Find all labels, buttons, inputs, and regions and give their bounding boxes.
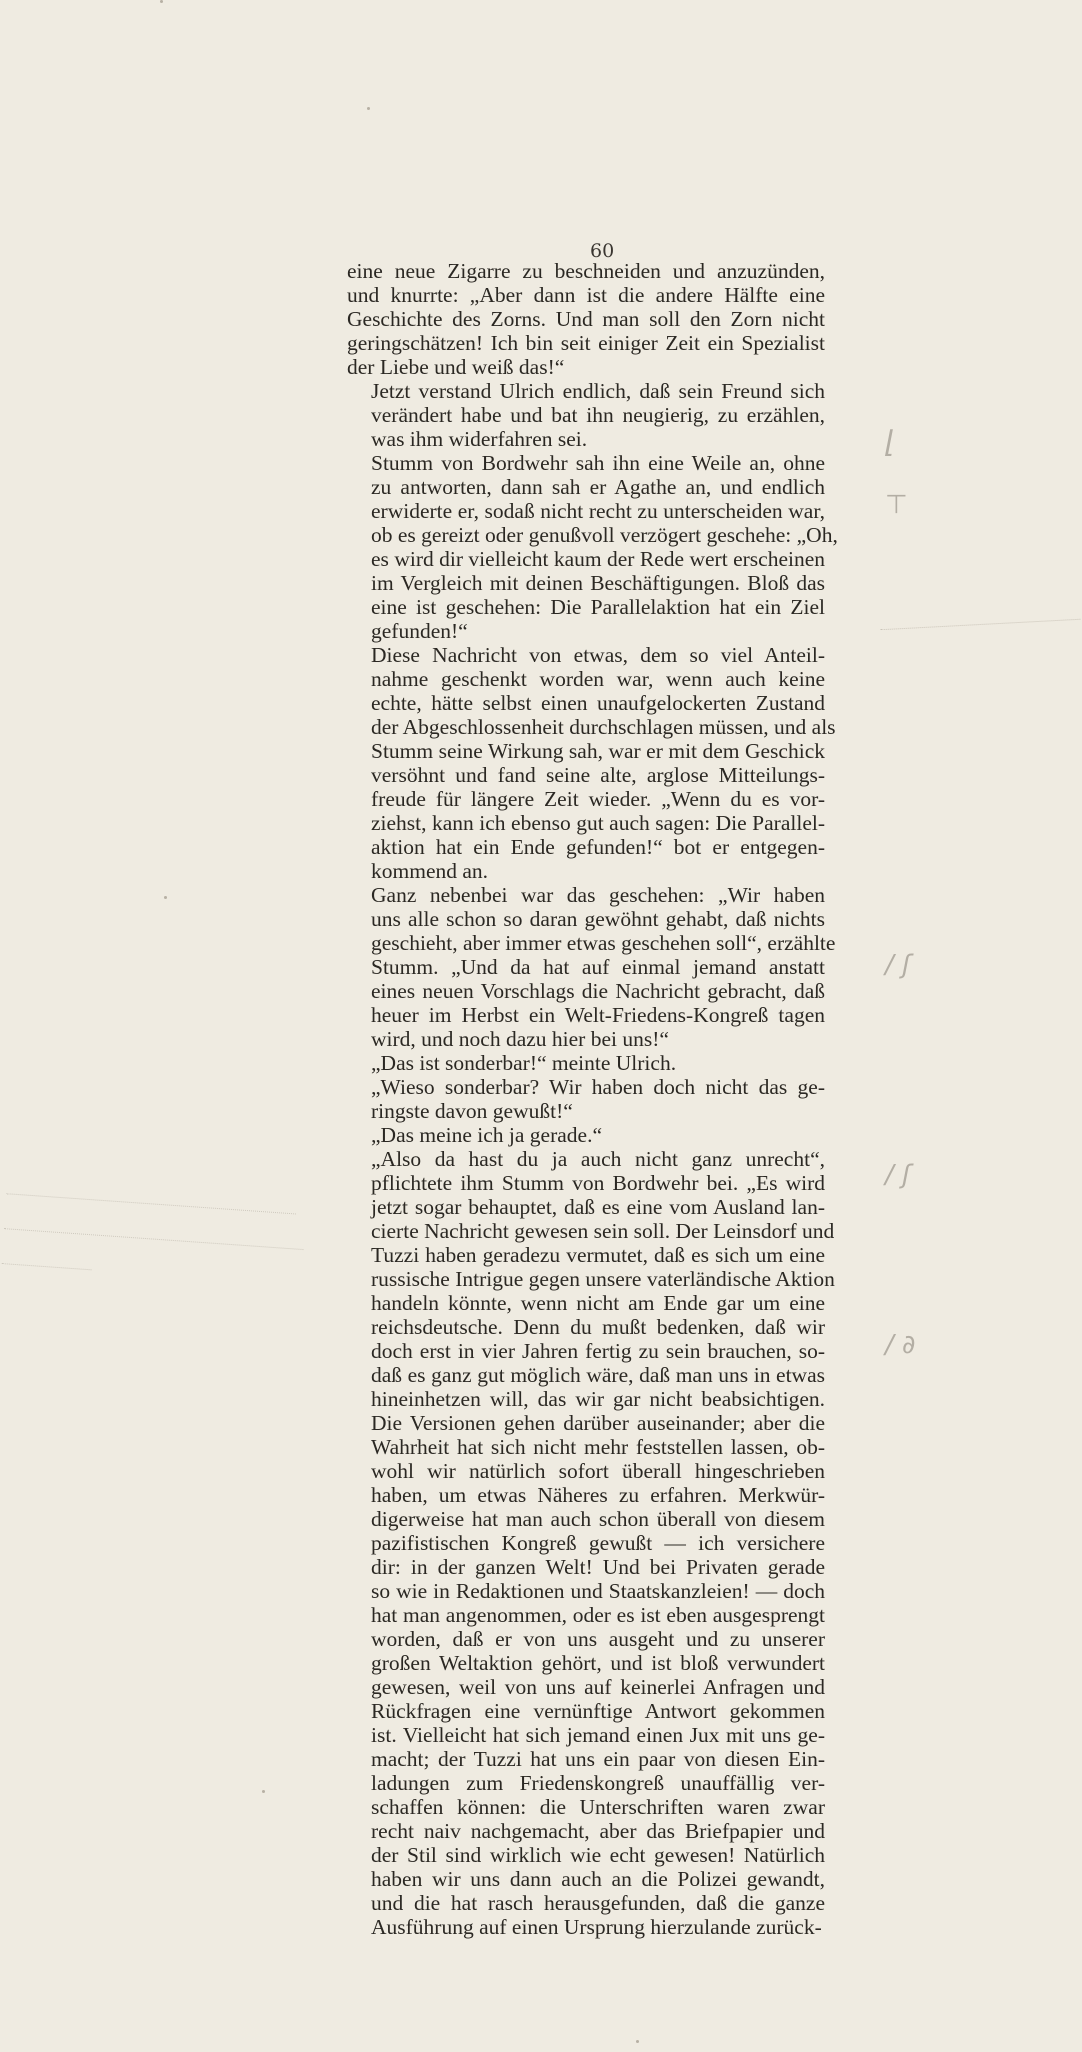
text-line: Stumm. „Und da hat auf einmal jemand anstatt [371, 955, 825, 979]
text-line: freude für längere Zeit wieder. „Wenn du es vor- [371, 787, 825, 811]
text-line: gefunden!“ [371, 619, 468, 643]
text-line: cierte Nachricht gewesen sein soll. Der Leinsdorf und [371, 1219, 835, 1243]
text-line: kommend an. [371, 859, 489, 883]
paper-speck [164, 896, 167, 899]
text-line: und die hat rasch herausgefunden, daß die ganze [371, 1891, 825, 1915]
text-line: reichsdeutsche. Denn du mußt bedenken, daß wir [371, 1315, 825, 1339]
text-line: ziehst, kann ich ebenso gut auch sagen: Die Parallel- [371, 811, 825, 835]
text-line: im Vergleich mit deinen Beschäftigungen. Bloß das [371, 571, 825, 595]
text-line: wohl wir natürlich sofort überall hingeschrieben [371, 1459, 825, 1483]
paragraph [347, 883, 836, 1051]
text-line: Diese Nachricht von etwas, dem so viel Anteil- [371, 643, 825, 667]
text-line: Ausführung auf einen Ursprung hierzulande zurück- [371, 1915, 822, 1939]
paper-speck [160, 0, 163, 3]
left-margin-scribbles [2, 1159, 319, 1285]
text-line: Wahrheit hat sich nicht mehr feststellen lassen, ob- [371, 1435, 825, 1459]
text-line: Die Versionen gehen darüber auseinander; aber die [371, 1411, 825, 1435]
text-line: „Also da hast du ja auch nicht ganz unrecht“, [371, 1147, 825, 1171]
text-line: eines neuen Vorschlags die Nachricht gebracht, daß [371, 979, 825, 1003]
text-line: es wird dir vielleicht kaum der Rede wert erscheinen [371, 547, 825, 571]
text-line: zu antworten, dann sah er Agathe an, und endlich [371, 475, 825, 499]
margin-slash-mark: / ∂ [885, 1330, 916, 1360]
text-line: der Abgeschlossenheit durchschlagen müssen, und als [371, 715, 836, 739]
paragraph [347, 451, 838, 643]
text-line: eine neue Zigarre zu beschneiden und anzuzünden, [347, 259, 825, 283]
text-line: ist. Vielleicht hat sich jemand einen Jux mit uns ge- [371, 1723, 825, 1747]
text-line: russische Intrigue gegen unsere vaterländische Aktion [371, 1267, 835, 1291]
margin-bracket-mark: ⌊ [885, 425, 897, 460]
text-line: versöhnt und fand seine alte, arglose Mitteilungs- [371, 763, 825, 787]
text-line: worden, daß er von uns ausgeht und zu unserer [371, 1627, 825, 1651]
paragraph [347, 1051, 825, 1075]
text-line: schaffen können: die Unterschriften waren zwar [371, 1795, 825, 1819]
text-line: macht; der Tuzzi hat uns ein paar von diesen Ein- [371, 1747, 825, 1771]
text-line: haben, um etwas Näheres zu erfahren. Merkwür- [371, 1483, 825, 1507]
text-line: pflichtete ihm Stumm von Bordwehr bei. „Es wird [371, 1171, 825, 1195]
text-line: pazifistischen Kongreß gewußt — ich versichere [371, 1531, 825, 1555]
paragraph [347, 643, 836, 883]
text-line: hineinhetzen will, das wir gar nicht beabsichtigen. [371, 1387, 825, 1411]
text-line: und knurrte: „Aber dann ist die andere Hälfte eine [347, 283, 825, 307]
paper-speck [367, 107, 370, 110]
margin-scribble [880, 597, 1081, 630]
text-line: großen Weltaktion gehört, und ist bloß verwundert [371, 1651, 825, 1675]
text-line: ob es gereizt oder genußvoll verzögert geschehe: „Oh, [371, 523, 838, 547]
text-line: „Das ist sonderbar!“ meinte Ulrich. [371, 1051, 677, 1075]
paragraph [347, 1075, 825, 1123]
text-line: nahme geschenkt worden war, wenn auch keine [371, 667, 825, 691]
text-line: digerweise hat man auch schon überall von diesem [371, 1507, 825, 1531]
text-line: wird, und noch dazu hier bei uns!“ [371, 1027, 669, 1051]
text-line: Jetzt verstand Ulrich endlich, daß sein Freund sich [371, 379, 825, 403]
margin-slash-mark: / ʃ [885, 1160, 911, 1190]
paragraph [347, 259, 825, 379]
text-line: echte, hätte selbst einen unaufgelockerten Zustand [371, 691, 825, 715]
text-line: Stumm von Bordwehr sah ihn eine Weile an, ohne [371, 451, 825, 475]
text-line: eine ist geschehen: Die Parallelaktion hat ein Ziel [371, 595, 825, 619]
text-line: uns alle schon so daran gewöhnt gehabt, daß nichts [371, 907, 825, 931]
paragraph [347, 1147, 835, 1939]
text-line: ringste davon gewußt!“ [371, 1099, 573, 1123]
text-line: recht naiv nachgemacht, aber das Briefpapier und [371, 1819, 825, 1843]
margin-slash-mark: / ʃ [885, 950, 911, 980]
text-line: verändert habe und bat ihn neugierig, zu erzählen, [371, 403, 825, 427]
text-line: erwiderte er, sodaß nicht recht zu unterscheiden war, [371, 499, 825, 523]
text-line: doch erst in vier Jahren fertig zu sein brauchen, so- [371, 1339, 825, 1363]
paragraph [347, 379, 825, 451]
text-line: jetzt sogar behauptet, daß es eine vom Ausland lan- [371, 1195, 825, 1219]
text-line: der Stil sind wirklich wie echt gewesen! Natürlich [371, 1843, 825, 1867]
text-line: Rückfragen eine vernünftige Antwort gekommen [371, 1699, 825, 1723]
paper-speck [262, 1790, 265, 1793]
paragraph [347, 1123, 825, 1147]
body-text [347, 259, 838, 1939]
text-line: hat man angenommen, oder es ist eben ausgesprengt [371, 1603, 825, 1627]
text-line: „Das meine ich ja gerade.“ [371, 1123, 602, 1147]
text-line: Tuzzi haben geradezu vermutet, daß es sich um eine [371, 1243, 825, 1267]
text-line: geringschätzen! Ich bin seit einiger Zeit ein Spezialist [347, 331, 825, 355]
text-line: heuer im Herbst ein Welt-Friedens-Kongreß tagen [371, 1003, 825, 1027]
text-line: ladungen zum Friedenskongreß unauffällig ver- [371, 1771, 825, 1795]
paper-speck [636, 2040, 639, 2043]
margin-t-mark: ⊤ [885, 490, 908, 520]
page-number: 60 [590, 240, 615, 262]
text-line: daß es ganz gut möglich wäre, daß man uns in etwas [371, 1363, 825, 1387]
text-line: handeln könnte, wenn nicht am Ende gar um eine [371, 1291, 825, 1315]
text-line: Stumm seine Wirkung sah, war er mit dem Geschick [371, 739, 825, 763]
text-line: dir: in der ganzen Welt! Und bei Privaten gerade [371, 1555, 825, 1579]
text-line: der Liebe und weiß das!“ [347, 355, 565, 379]
text-line: „Wieso sonderbar? Wir haben doch nicht das ge- [371, 1075, 825, 1099]
text-line: was ihm widerfahren sei. [371, 427, 588, 451]
text-line: aktion hat ein Ende gefunden!“ bot er entgegen- [371, 835, 825, 859]
text-line: gewesen, weil von uns auf keinerlei Anfragen und [371, 1675, 825, 1699]
text-line: so wie in Redaktionen und Staatskanzleien! — doch [371, 1579, 825, 1603]
text-line: haben wir uns dann auch an die Polizei gewandt, [371, 1867, 825, 1891]
text-line: Ganz nebenbei war das geschehen: „Wir haben [371, 883, 825, 907]
text-line: Geschichte des Zorns. Und man soll den Zorn nicht [347, 307, 825, 331]
text-line: geschieht, aber immer etwas geschehen soll“, erzählte [371, 931, 836, 955]
